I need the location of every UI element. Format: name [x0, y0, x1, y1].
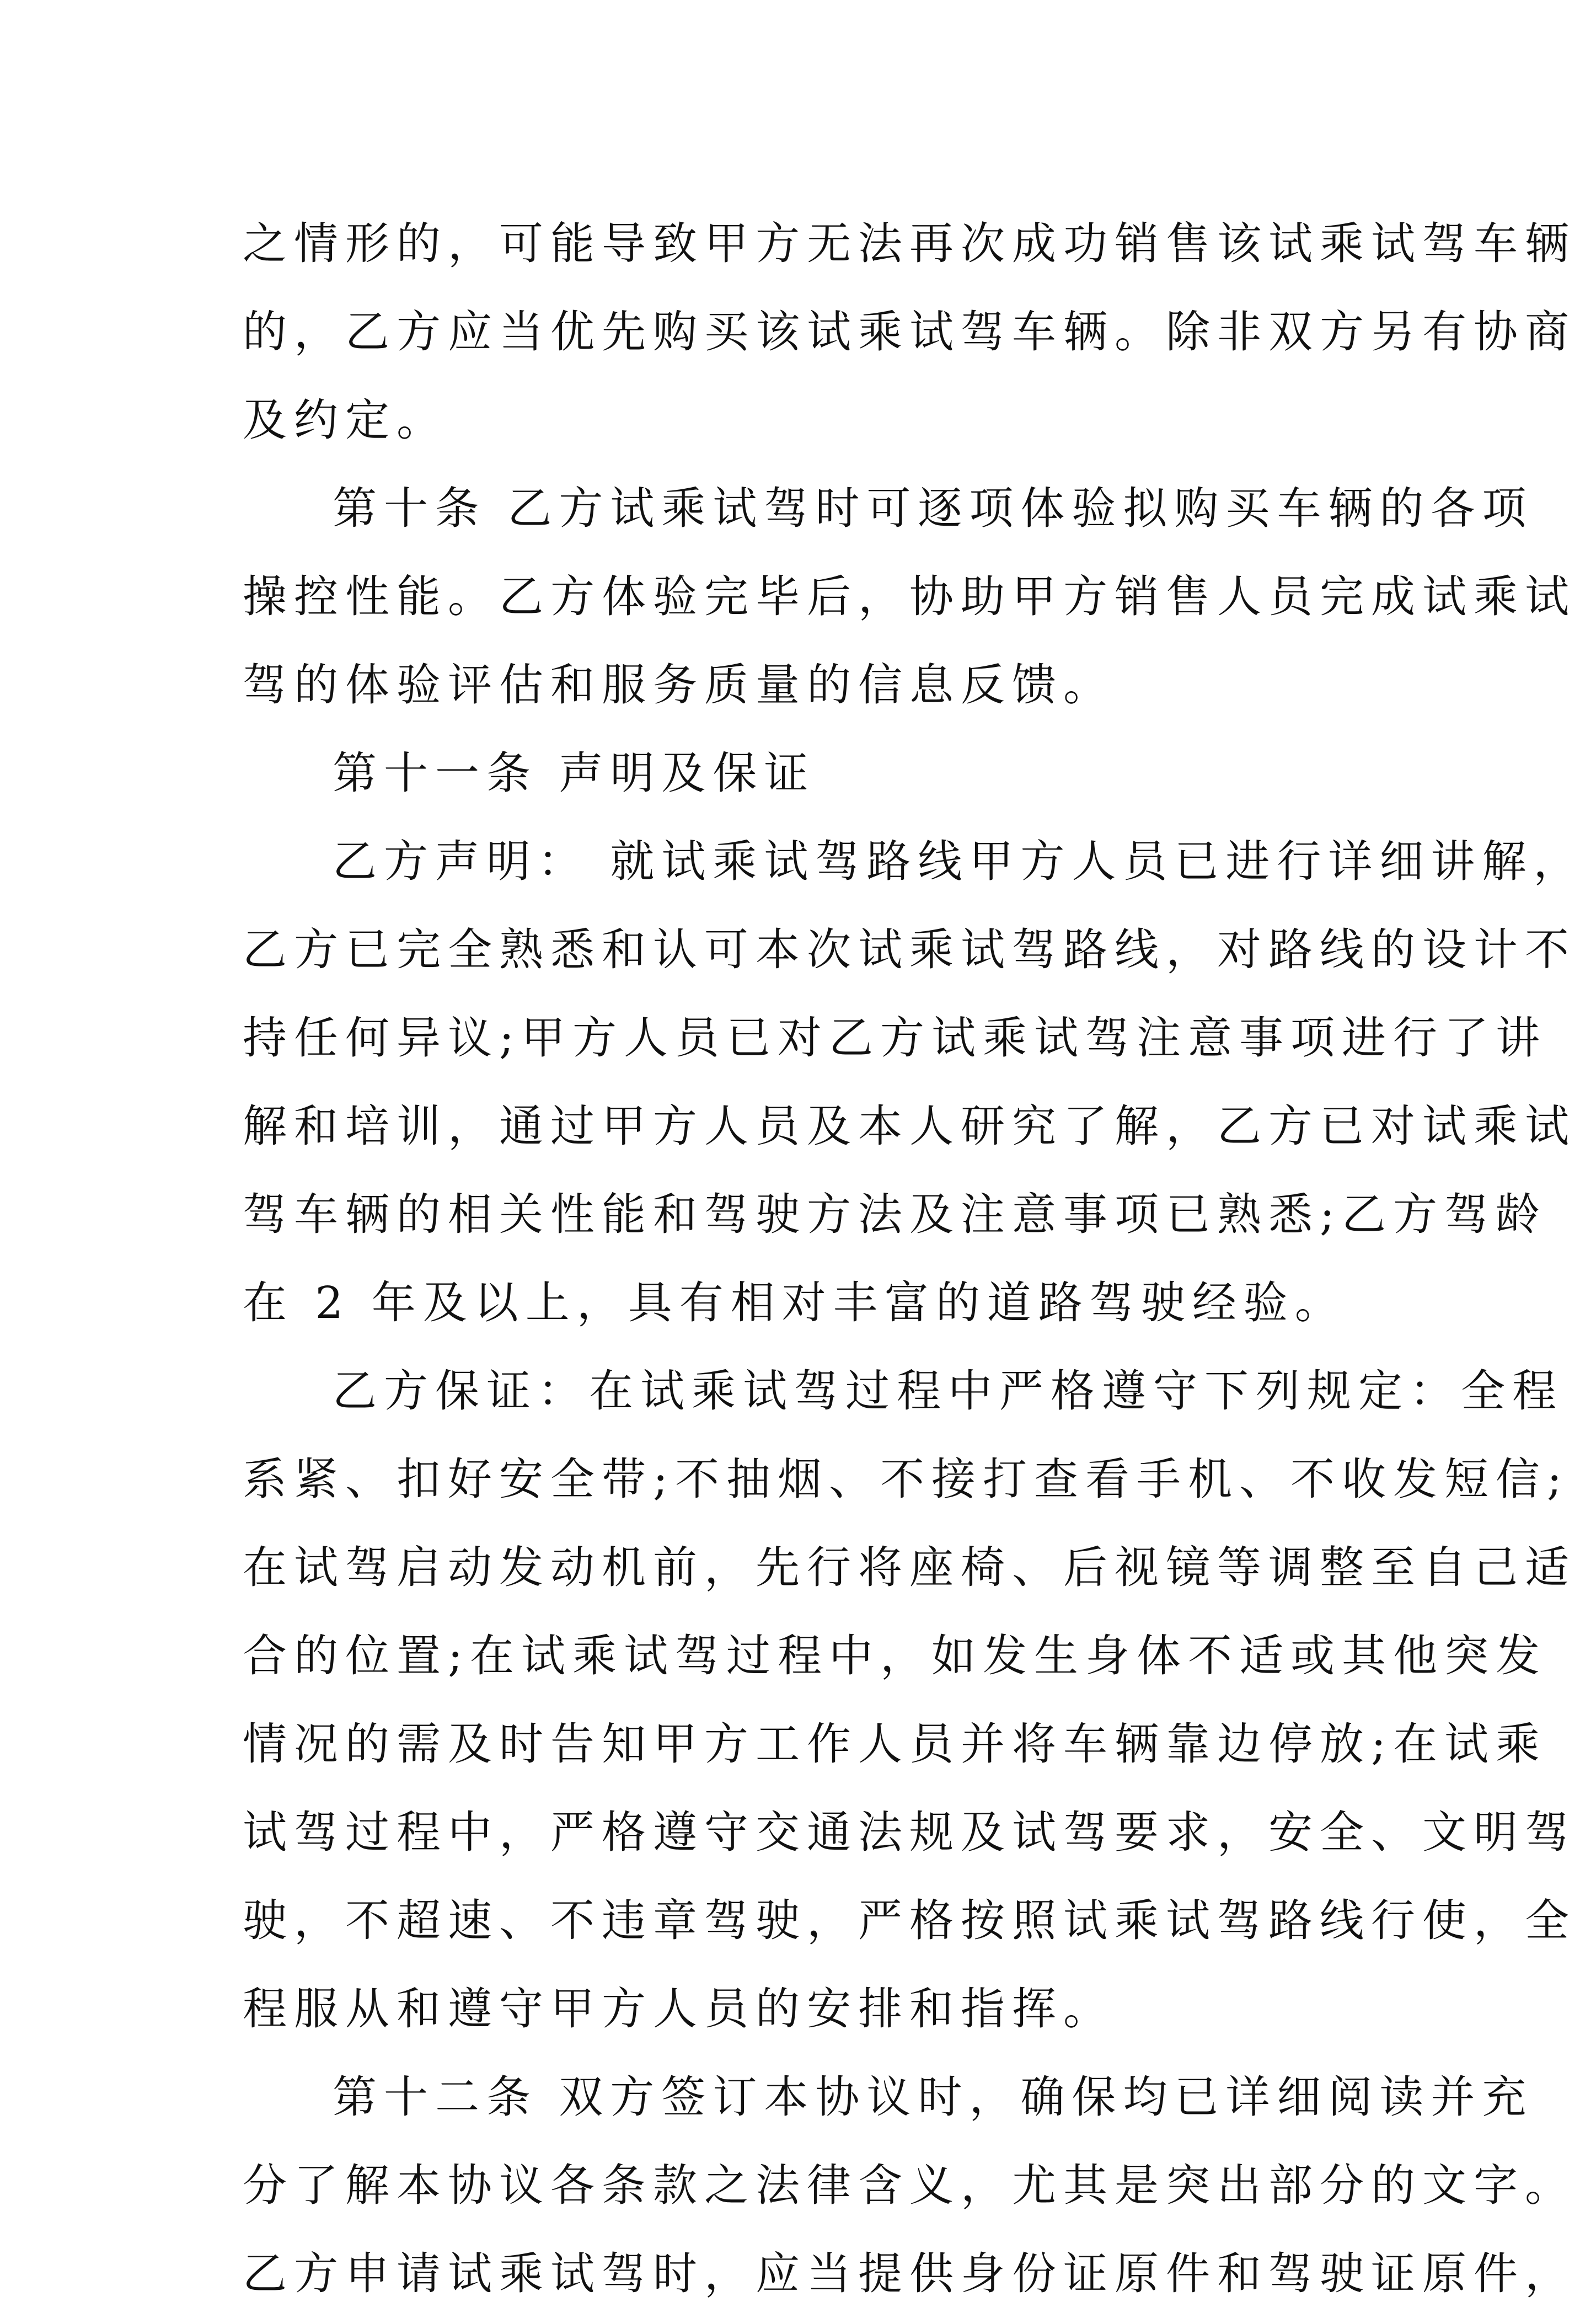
party-b-guarantee-line: 乙方保证：在试乘试驾过程中严格遵守下列规定：全程 [333, 1365, 1563, 1417]
text-line: 乙方申请试乘试驾时，应当提供身份证原件和驾驶证原件， [243, 2248, 1576, 2299]
text-line: 分了解本协议各条款之法律含义，尤其是突出部分的文字。 [243, 2160, 1576, 2211]
text-line: 及约定。 [243, 394, 448, 446]
text-line: 操控性能。乙方体验完毕后，协助甲方销售人员完成试乘试 [243, 571, 1576, 622]
text-line: 试驾过程中，严格遵守交通法规及试驾要求，安全、文明驾 [243, 1807, 1576, 1858]
text-line: 合的位置;在试乘试驾过程中，如发生身体不适或其他突发 [243, 1630, 1547, 1681]
article-12-heading-line: 第十二条 双方签订本协议时，确保均已详细阅读并充 [333, 2071, 1534, 2123]
article-11-heading-line: 第十一条 声明及保证 [333, 747, 816, 799]
article-10-heading-line: 第十条 乙方试乘试驾时可逐项体验拟购买车辆的各项 [333, 483, 1534, 534]
text-line: 之情形的，可能导致甲方无法再次成功销售该试乘试驾车辆 [243, 218, 1576, 269]
document-body [243, 200, 1585, 2318]
text-line: 系紧、扣好安全带;不抽烟、不接打查看手机、不收发短信; [243, 1454, 1569, 1505]
text-line: 程服从和遵守甲方人员的安排和指挥。 [243, 1983, 1115, 2034]
text-line: 解和培训，通过甲方人员及本人研究了解，乙方已对试乘试 [243, 1101, 1576, 1152]
text-line: 的，乙方应当优先购买该试乘试驾车辆。除非双方另有协商 [243, 306, 1576, 357]
text-line: 驾的体验评估和服务质量的信息反馈。 [243, 659, 1115, 711]
text-line: 在试驾启动发动机前，先行将座椅、后视镜等调整至自己适 [243, 1542, 1576, 1593]
text-line: 驶，不超速、不违章驾驶，严格按照试乘试驾路线行使，全 [243, 1895, 1576, 1946]
text-line: 情况的需及时告知甲方工作人员并将车辆靠边停放;在试乘 [243, 1718, 1547, 1770]
text-line: 持任何异议;甲方人员已对乙方试乘试驾注意事项进行了讲 [243, 1012, 1547, 1064]
party-b-declaration-line: 乙方声明： 就试乘试驾路线甲方人员已进行详细讲解， [333, 836, 1585, 887]
text-line: 在 2 年及以上，具有相对丰富的道路驾驶经验。 [243, 1277, 1346, 1328]
text-line: 驾车辆的相关性能和驾驶方法及注意事项已熟悉;乙方驾龄 [243, 1189, 1547, 1240]
text-line: 乙方已完全熟悉和认可本次试乘试驾路线，对路线的设计不 [243, 924, 1576, 975]
